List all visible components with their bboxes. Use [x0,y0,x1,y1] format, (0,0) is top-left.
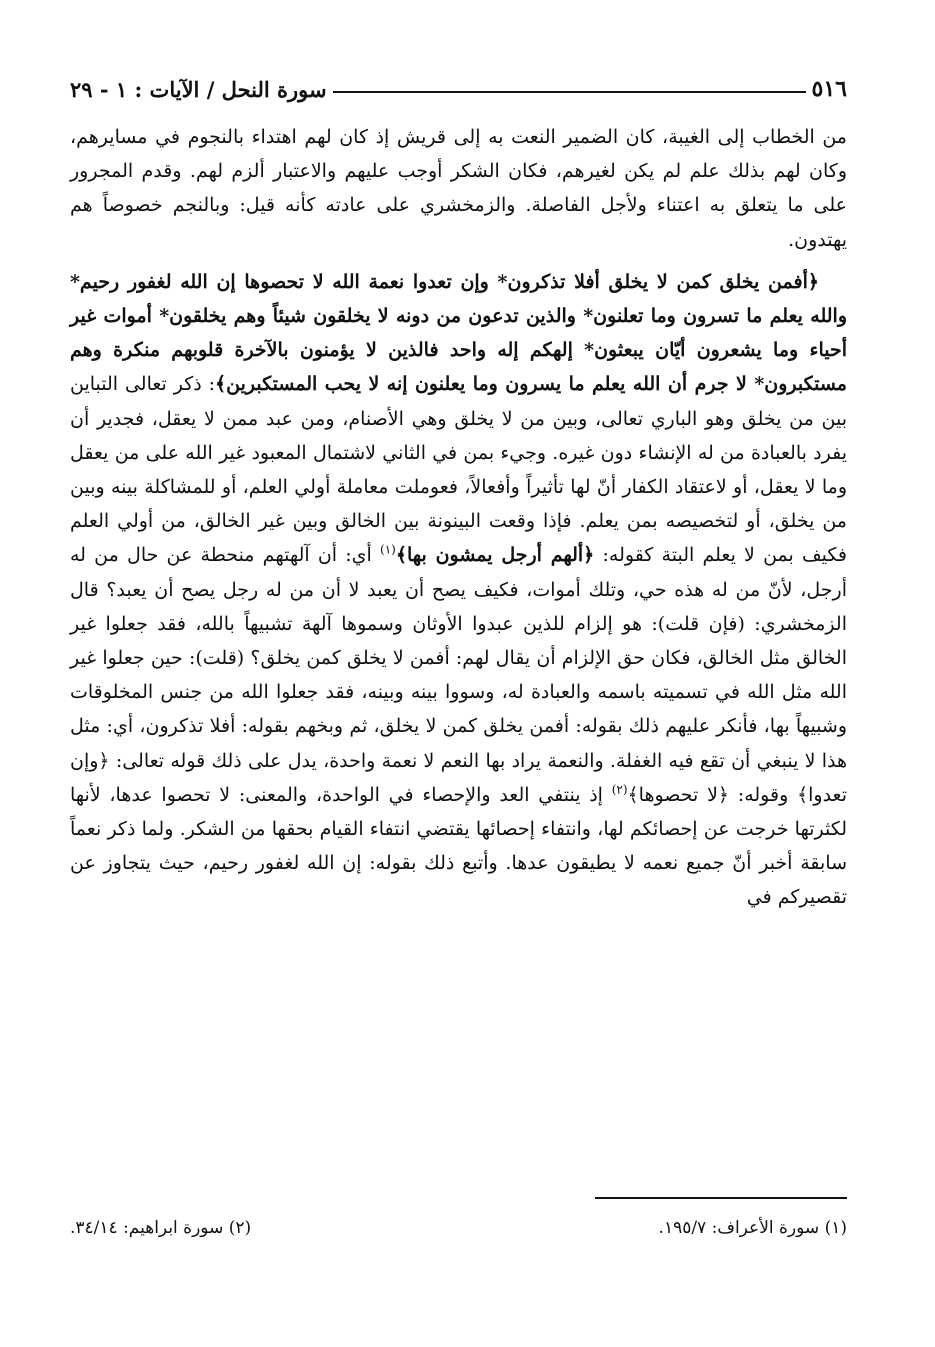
footnote-ref-1: (١) [380,543,396,558]
footnote-ref-2: (٢) [611,782,628,797]
footnote-separator [595,1197,847,1199]
commentary-text: : ذكر تعالى التباين بين من يخلق وهو الباري تعالى، وبين من لا يخلق وهي الأصنام، ومن عبد ممن لا يعقل، فجدير أن يفرد بالعبادة من له الإنشاء دون غيره. وجيء بمن في الثاني لاشتمال المعبود غير الله على من يعقل وما لا يعقل، أو لاعتقاد الكفار أنّ لها تأثيراً وأفعالاً، فعوملت معاملة أولي العلم، أو للمشاكلة بينه وبين من يخلق، أو لتخصيصه بمن يعلم. فإذا وقعت البينونة بين الخالق وبين غير الخالق، من أولي العلم فكيف بمن لا يعلم البتة كقوله: [70,373,847,567]
footnote-1: (١) سورة الأعراف: ١٩٥/٧. [658,1218,847,1238]
page-header [70,66,847,102]
page-number: ٥١٦ [811,76,847,102]
header-rule [333,91,806,93]
commentary-text: إذ ينتفي العد والإحصاء في الواحدة، والمعنى: لا تحصوا عدها، لأنها لكثرتها خرجت عن إحصائكم لها، وانتفاء إحصائها يقتضي انتفاء القيام بحقها من الشكر. ولما ذكر نعماً سابقة أخبر أنّ جميع نعمه لا يطيقون عدها. وأتبع ذلك بقوله: إن الله لغفور رحيم، حيث يتجاوز عن تقصيركم في [70,783,847,909]
paragraph-2 [70,265,847,915]
verse-quote-2: ﴿وإن تعدوا﴾ [70,749,848,806]
verse-quote-3: ﴿لا تحصوها﴾ [627,783,730,806]
commentary-text: أي: أن آلهتهم منحطة عن حال من له أرجل، لأنّ من له هذه حي، وتلك أموات، فكيف يصح أن يعبد لا أن من له رجل يصح أن يعبد؟ قال الزمخشري: (فإن قلت): هو إلزام للذين عبدوا الأوثان وسموها آلهة تشبيهاً بالله، فقد جعلوا غير الخالق مثل الخالق، فكان حق الإلزام أن يقال لهم: أفمن لا يخلق كمن يخلق؟ (قلت): حين جعلوا غير الله مثل الله في تسميته باسمه والعبادة له، وسووا بينه وبينه، فقد جعلوا الله من جنس المخلوقات وشبيهاً بها، فأنكر عليهم ذلك بقوله: أفمن يخلق كمن لا يخلق، ثم وبخهم بقوله: أفلا تذكرون، أي: مثل هذا لا ينبغي أن تقع فيه الغفلة. والنعمة يراد بها النعم لا نعمة واحدة، يدل على ذلك قوله تعالى: [70,544,847,772]
verse-quote-1: ﴿ألهم أرجل يمشون بها﴾ [395,544,595,567]
commentary-text: وقوله: [729,783,797,806]
page-body [70,120,847,915]
paragraph-1: من الخطاب إلى الغيبة، كان الضمير النعت به إلى قريش إذ كان لهم اهتداء بالنجوم في مسايرهم، وكان لهم بذلك علم لم يكن لغيرهم، فكان الشكر أوجب عليهم والاعتبار ألزم لهم. وقدم المجرور على ما يتعلق به اعتناء ولأجل الفاصلة. والزمخشري على عادته كأنه قيل: وبالنجم خصوصاً هم يهتدون. [70,126,847,251]
quran-verse-block: ﴿أفمن يخلق كمن لا يخلق أفلا تذكرون* وإن تعدوا نعمة الله لا تحصوها إن الله لغفور رحيم* والله يعلم ما تسرون وما تعلنون* والذين تدعون من دونه لا يخلقون شيئاً وهم يخلقون* أموات غير أحياء وما يشعرون أيّان يبعثون* إلهكم إله واحد فالذين لا يؤمنون بالآخرة قلوبهم منكرة وهم مستكبرون* لا جرم أن الله يعلم ما يسرون وما يعلنون إنه لا يحب المستكبرين﴾ [70,270,847,396]
book-page [70,0,847,1347]
footnote-2: (٢) سورة ابراهيم: ٣٤/١٤. [70,1218,252,1238]
footnotes [70,1218,847,1238]
running-title: سورة النحل / الآيات : ١ - ٢٩ [70,77,327,102]
